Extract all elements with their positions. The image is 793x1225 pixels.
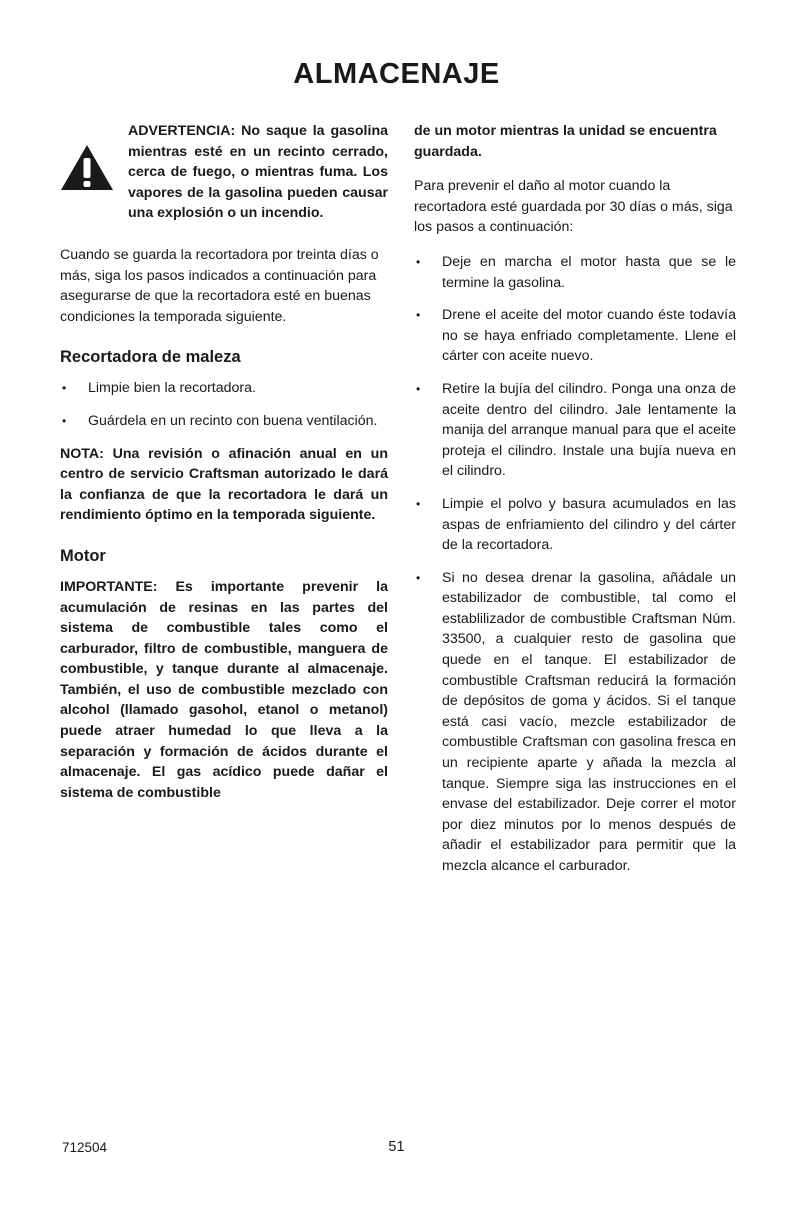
intro-paragraph: Cuando se guarda la recortadora por treinta días o más, siga los pasos indicados a continuación para asegurarse de que la recortadora esté en buenas condiciones la temporada siguiente. <box>60 246 379 325</box>
footer-code: 712504 <box>62 1140 108 1155</box>
list-item: • Limpie bien la recortadora. <box>60 378 388 399</box>
warning-triangle-icon <box>60 143 114 191</box>
warning-text: ADVERTENCIA: No saque la gasolina mientras esté en un recinto cerrado, cerca de fuego, o mientras fuma. Los vapores de la gasolina pueden causar una explosión o un incendio. <box>128 123 388 222</box>
continued-paragraph: de un motor mientras la unidad se encuentra guardada. <box>414 123 717 160</box>
warning-block <box>60 121 388 224</box>
trimmer-list <box>60 378 388 431</box>
list-item: • Deje en marcha el motor hasta que se le termine la gasolina. <box>414 252 736 293</box>
motor-heading: Motor <box>60 546 106 565</box>
prevent-paragraph: Para prevenir el daño al motor cuando la recortadora esté guardada por 30 días o más, siga los pasos a continuación: <box>414 178 733 236</box>
page-title: ALMACENAJE <box>293 58 500 90</box>
trimmer-heading: Recortadora de maleza <box>60 348 241 367</box>
list-item: • Guárdela en un recinto con buena ventilación. <box>60 411 388 432</box>
nota-paragraph: NOTA: Una revisión o afinación anual en un centro de servicio Craftsman autorizado le dará la confianza de que la recortadora le dará un rendimiento óptimo en la temporada siguiente. <box>60 445 388 524</box>
right-column <box>414 121 736 889</box>
list-item: • Drene el aceite del motor cuando éste todavía no se haya enfriado completamente. Llene el cárter con aceite nuevo. <box>414 305 736 367</box>
list-item: • Limpie el polvo y basura acumulados en las aspas de enfriamiento del cilindro y del cárter de la recortadora. <box>414 494 736 556</box>
left-column <box>60 121 388 803</box>
important-paragraph: IMPORTANTE: Es importante prevenir la acumulación de resinas en las partes del sistema de combustible tales como el carburador, filtro de combustible, manguera de combustible, y tanque durante al almacenaje. También, el uso de combustible mezclado con alcohol (llamado gasohol, etanol o metanol) puede atraer humedad lo que lleva a la separación y formación de ácidos durante el almacenaje. El gas acídico puede dañar el sistema de combustible <box>60 578 388 801</box>
page-number: 51 <box>388 1139 405 1155</box>
list-item: • Si no desea drenar la gasolina, añádale un estabilizador de combustible, tal como el establilizador de combustible Craftsman Núm. 33500, a cualquier resto de gasolina que quede en el tanque. El estabilizador de combustible Craftsman reducirá la formación de depósitos de goma y ácidos. Si el tanque está casi vacío, mezcle estabilizador de combustible Craftsman con gasolina fresca en un recipiente aparte y añada la mezcla al tanque. Siempre siga las instrucciones en el envase del estabilizador. Deje correr el motor por diez minutos por lo menos después de añadir el estabilizador para permitir que la mezcla alcance el carburador. <box>414 568 736 877</box>
list-item: • Retire la bujía del cilindro. Ponga una onza de aceite dentro del cilindro. Jale lentamente la manija del arranque manual para que el aceite proteja el cilindro. Instale una bujía nueva en el cilindro. <box>414 379 736 482</box>
steps-list <box>414 252 736 877</box>
